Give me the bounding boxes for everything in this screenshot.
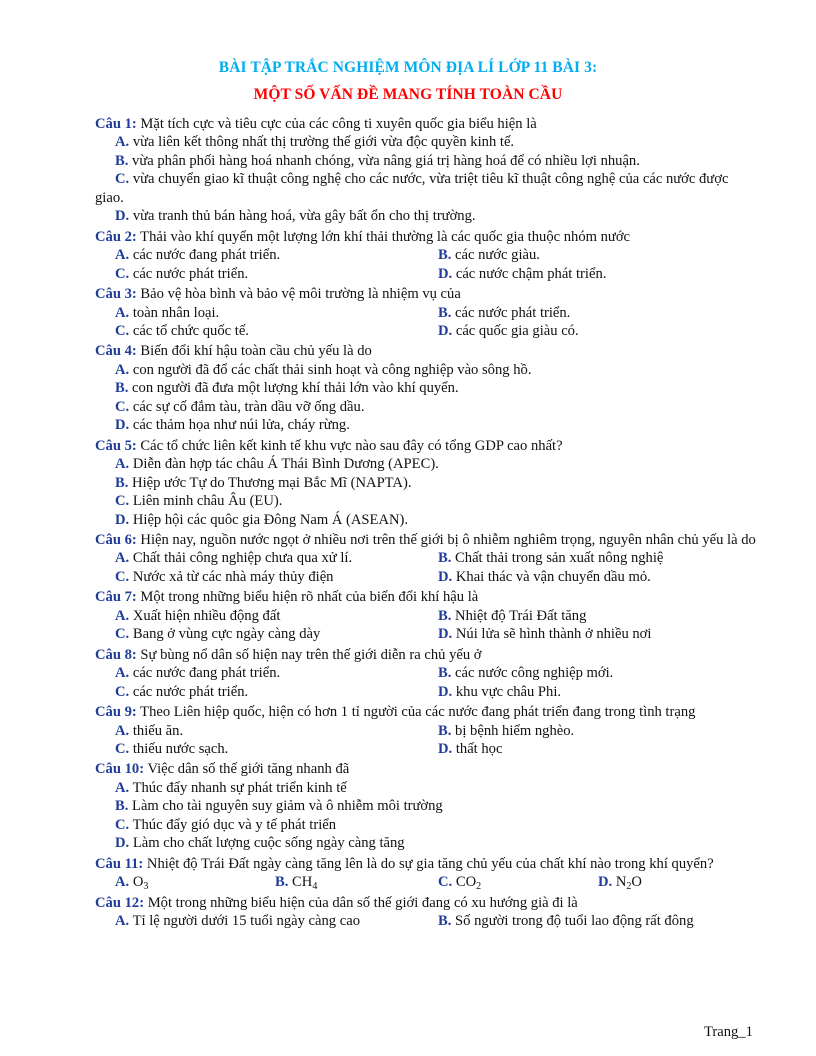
option-c: C. các tổ chức quốc tế. [115,322,249,339]
option-b: B. các nước phát triển. [438,304,571,321]
question-text: Các tổ chức liên kết kinh tế khu vực nào sau đây có tổng GDP cao nhất? [136,437,563,454]
question-label: Câu 1: [95,116,137,132]
option-a: A. con người đã đổ các chất thải sinh hoạt và công nghiệp vào sông hồ. [115,361,532,378]
option-c: C. Nước xả từ các nhà máy thủy điện [115,568,334,585]
option-d: D. Khai thác và vận chuyển dầu mỏ. [438,568,651,585]
option-c: C. các nước phát triển. [115,683,249,700]
question-label: Câu 6: [95,531,137,548]
option-d: D. Hiệp hội các quôc gia Đông Nam Á (ASEAN). [115,511,409,528]
option-b: B. các nước công nghiệp mới. [438,665,614,682]
question-text: Việc dân số thế giới tăng nhanh đã [144,761,350,778]
option-b: B. Làm cho tài nguyên suy giảm và ô nhiễm môi trường [115,798,443,815]
document-title: BÀI TẬP TRẮC NGHIỆM MÔN ĐỊA LÍ LỚP 11 BÀI 3: [218,59,598,76]
option-b: B. các nước giàu. [438,247,540,264]
option-c: C. các sự cố đắm tàu, tràn dầu vỡ ống dầu. [115,398,365,415]
option-d: D. các nước chậm phát triển. [438,265,607,282]
question-label: Câu 11: [95,855,144,872]
question-text: Bảo vệ hòa bình và bảo vệ môi trường là nhiệm vụ của [136,286,461,303]
option-d: D. Núi lửa sẽ hình thành ở nhiều nơi [438,626,652,643]
question-9 [95,703,758,758]
question-label: Câu 4: [95,343,137,360]
question-text: Một trong những biểu hiện rõ nhất của biến đổi khí hậu là [136,589,479,606]
option-b: B. Nhiệt độ Trái Đất tăng [438,607,587,624]
option-a: A. Tỉ lệ người dưới 15 tuổi ngày càng cao [115,913,360,930]
question-text: Sự bùng nổ dân số hiện nay trên thế giới diễn ra chủ yếu ở [136,646,482,663]
option-b: B. bị bệnh hiểm nghèo. [438,722,575,739]
question-6 [95,531,758,586]
question-4 [95,342,758,434]
option-c: C. thiếu nước sạch. [115,740,229,757]
option-d: D. Làm cho chất lượng cuộc sống ngày càng tăng [115,835,405,852]
option-a: A. Thúc đẩy nhanh sự phát triển kinh tế [115,779,347,796]
question-11 [95,855,758,892]
question-12 [95,894,758,931]
option-a: A. toàn nhân loại. [115,304,220,321]
document-subtitle: MỘT SỐ VẤN ĐỀ MANG TÍNH TOÀN CẦU [253,86,563,103]
question-label: Câu 5: [95,437,137,454]
question-text: Hiện nay, nguồn nước ngọt ở nhiều nơi trên thế giới bị ô nhiễm nghiêm trọng, nguyên nhân chủ yếu là do [136,531,756,548]
option-c: C. Thúc đẩy gió dục và y tế phát triển [115,816,337,833]
question-5 [95,437,758,529]
question-10 [95,760,758,852]
option-c: C. $CO_2$ [438,874,482,893]
option-d: D. vừa tranh thủ bán hàng hoá, vừa gây bất ổn cho thị trường. [115,208,476,225]
question-2 [95,228,758,283]
question-label: Câu 7: [95,589,137,606]
question-7 [95,588,758,643]
page-number: Trang_1 [704,1024,753,1040]
option-a: A. $O_3$ [115,874,149,893]
option-a: A. các nước đang phát triển. [115,665,281,682]
option-c: C. Liên minh châu Âu (EU). [115,493,283,510]
option-b: B. Số người trong độ tuổi lao động rất đông [438,913,694,930]
option-d: D. khu vực châu Phi. [438,683,562,700]
option-c: C. vừa chuyển giao kĩ thuật công nghệ cho các nước, vừa triệt tiêu kĩ thuật công nghệ của các nước được giao. [95,171,729,206]
option-a: A. thiếu ăn. [115,722,184,739]
option-a: A. các nước đang phát triển. [115,247,281,264]
option-b: B. Hiệp ước Tự do Thương mại Bắc Mĩ (NAPTA). [115,474,412,491]
option-a: A. vừa liên kết thông nhất thị trường thế giới vừa độc quyền kinh tế. [115,134,515,151]
option-c: C. các nước phát triển. [115,265,249,282]
question-label: Câu 12: [95,894,145,911]
option-b: B. $CH_4$ [275,874,318,893]
option-a: A. Chất thải công nghiệp chưa qua xử lí. [115,550,353,567]
question-label: Câu 3: [95,286,137,303]
option-b: B. Chất thải trong sản xuất nông nghiệ [438,550,664,567]
question-text: Biến đổi khí hậu toàn cầu chủ yếu là do [136,343,372,360]
option-a: A. Diễn đàn hợp tác châu Á Thái Bình Dương (APEC). [115,456,439,473]
question-text: Mặt tích cực và tiêu cực của các công ti xuyên quốc gia biểu hiện là [136,116,537,132]
option-a: A. Xuất hiện nhiều động đất [115,607,281,624]
question-list [95,115,758,930]
question-1 [95,115,758,226]
option-b: B. vừa phân phối hàng hoá nhanh chóng, vừa nâng giá trị hàng hoá để có nhiều lợi nhuận. [115,152,640,169]
option-b: B. con người đã đưa một lượng khí thải lớn vào khí quyển. [115,380,459,397]
question-text: Theo Liên hiệp quốc, hiện có hơn 1 tỉ người của các nước đang phát triển đang trong tình trạng [136,704,696,721]
question-text: Thải vào khí quyển một lượng lớn khí thải thường là các quốc gia thuộc nhóm nước [136,228,631,245]
option-d: D. thất học [438,740,503,757]
option-d: D. các thảm họa như núi lửa, cháy rừng. [115,417,350,434]
question-text: Nhiệt độ Trái Đất ngày càng tăng lên là do sự gia tăng chủ yếu của chất khí nào trong khí quyển? [143,855,714,872]
question-3 [95,285,758,340]
question-text: Một trong những biểu hiện của dân số thế giới đang có xu hướng già đi là [144,894,578,911]
option-d: D. $N_2O$ [598,874,642,893]
question-label: Câu 8: [95,646,137,663]
question-label: Câu 9: [95,704,137,721]
option-d: D. các quốc gia giàu có. [438,322,579,339]
question-8 [95,646,758,701]
question-label: Câu 2: [95,228,137,245]
option-c: C. Bang ở vùng cực ngày càng dày [115,626,321,643]
question-label: Câu 10: [95,761,145,778]
